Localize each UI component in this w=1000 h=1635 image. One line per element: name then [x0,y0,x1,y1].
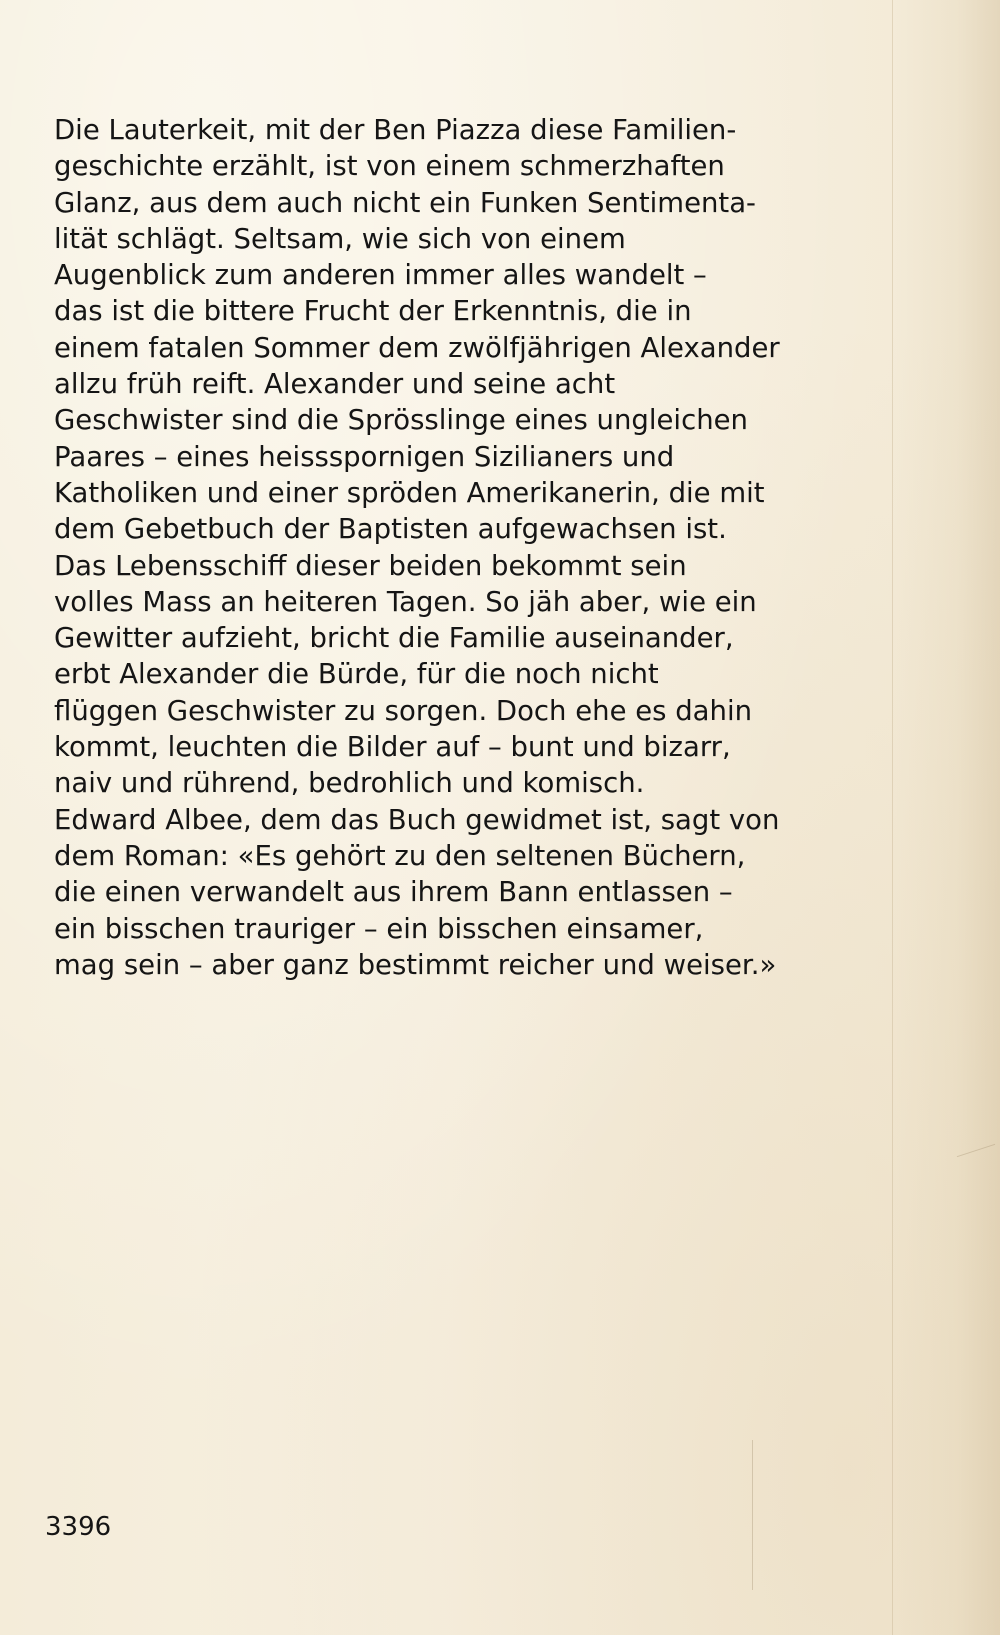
blurb-line: die einen verwandelt aus ihrem Bann entlassen – [54,876,733,909]
blurb-line: das ist die bittere Frucht der Erkenntnis, die in [54,295,692,328]
blurb-line: Augenblick zum anderen immer alles wandelt – [54,259,707,292]
cover-edge-shading [892,0,1000,1635]
blurb-line: Paares – eines heissspornigen Sizilianers und [54,440,675,473]
blurb-line: naiv und rührend, bedrohlich und komisch. [54,767,645,800]
blurb-line: Die Lauterkeit, mit der Ben Piazza diese Familien- [54,114,737,146]
blurb-line: dem Gebetbuch der Baptisten aufgewachsen ist. [54,513,727,546]
paper-scratch [752,1440,753,1590]
blurb-line: Das Lebensschiff dieser beiden bekommt sein [54,549,687,582]
cover-fold-line [892,0,893,1635]
blurb-line: lität schlägt. Seltsam, wie sich von einem [54,222,626,255]
blurb-line: erbt Alexander die Bürde, für die noch nicht [54,658,659,691]
catalog-number: 3396 [45,1512,112,1542]
blurb-line: einem fatalen Sommer dem zwölfjährigen Alexander [54,331,780,364]
blurb-text [54,112,834,983]
blurb-line: dem Roman: «Es gehört zu den seltenen Büchern, [54,839,746,872]
blurb-line: Edward Albee, dem das Buch gewidmet ist, sagt von [54,803,780,836]
blurb-line: ein bisschen trauriger – ein bisschen einsamer, [54,912,704,945]
blurb-line: allzu früh reift. Alexander und seine acht [54,368,616,401]
blurb-line: mag sein – aber ganz bestimmt reicher und weiser.» [54,948,777,981]
blurb-line: flüggen Geschwister zu sorgen. Doch ehe es dahin [54,694,753,727]
blurb-line: Katholiken und einer spröden Amerikanerin, die mit [54,476,765,509]
blurb-line: Geschwister sind die Sprösslinge eines ungleichen [54,404,748,437]
blurb-line: geschichte erzählt, ist von einem schmerzhaften [54,150,725,183]
blurb-line: kommt, leuchten die Bilder auf – bunt und bizarr, [54,731,731,764]
blurb-line: volles Mass an heiteren Tagen. So jäh aber, wie ein [54,585,757,618]
blurb-line: Glanz, aus dem auch nicht ein Funken Sentimenta- [54,186,756,219]
blurb-line: Gewitter aufzieht, bricht die Familie auseinander, [54,622,734,655]
